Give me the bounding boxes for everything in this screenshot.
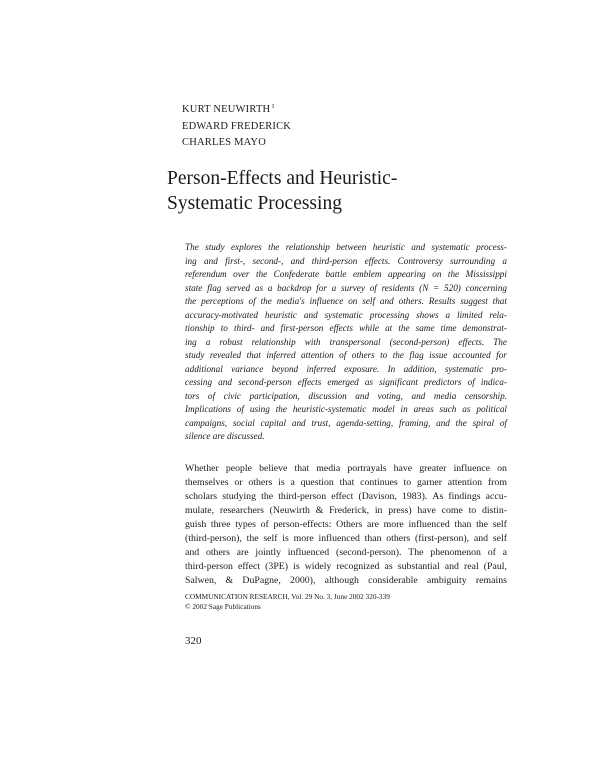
citation-line: COMMUNICATION RESEARCH, Vol. 29 No. 3, June 2002 320-339: [185, 592, 390, 601]
abstract-line: cessing and second-person effects emerged as significant predictors of indica-: [185, 377, 507, 387]
body-line: themselves or others is a question that continues to garner attention from: [185, 477, 507, 488]
copyright-line: © 2002 Sage Publications: [185, 601, 261, 611]
body-line: and others are jointly influenced (second-person). The phenomenon of a: [185, 547, 507, 558]
abstract-line: campaigns, social capital and trust, agenda-setting, framing, and the spiral of: [185, 417, 507, 428]
abstract-line: state flag served as a backdrop for a survey of residents (N = 520) concerning: [185, 282, 507, 293]
body-line: guish three types of person-effects: Others are more influenced than the self: [185, 519, 507, 530]
author-list: [182, 99, 291, 152]
author-footnote-marker: 1: [271, 103, 275, 110]
title-line: Person-Effects and Heuristic-: [167, 168, 398, 189]
abstract-line: ing a robust relationship with transpersonal (second-person) effects. The: [185, 336, 507, 347]
abstract-line: study revealed that inferred attention of others to the flag issue accounted for: [185, 350, 507, 360]
author-name: CHARLES MAYO: [182, 137, 266, 148]
abstract-line: Implications of using the heuristic-systematic model in areas such as political: [185, 404, 507, 414]
body-line: scholars studying the third-person effect (Davison, 1983). As findings accu-: [185, 491, 507, 502]
abstract-line: the perceptions of the media's influence on self and others. Results suggest that: [185, 296, 507, 306]
abstract-line: silence are discussed.: [185, 431, 265, 441]
abstract-line: referendum over the Confederate battle emblem appearing on the Mississippi: [185, 269, 507, 279]
body-line: (third-person), the self is more influenced than others (first-person), and self: [185, 533, 507, 544]
abstract-line: accuracy-motivated heuristic and systematic processing shows a limited rela-: [185, 309, 507, 320]
journal-citation: [185, 592, 390, 611]
abstract-line: additional variance beyond inferred exposure. In addition, systematic pro-: [185, 363, 507, 374]
article-title: [167, 167, 487, 216]
abstract-line: tionship to third- and first-person effects while at the same time demonstrat-: [185, 323, 507, 333]
abstract-line: ing and first-, second-, and third-person effects. Controversy surrounding a: [185, 255, 507, 266]
author-name: EDWARD FREDERICK: [182, 120, 292, 132]
abstract-line: tors of civic participation, discussion and voting, and media censorship.: [185, 390, 507, 401]
body-line: third-person effect (3PE) is widely recognized as substantial and real (Paul,: [185, 561, 507, 572]
page-number: 320: [185, 635, 202, 647]
body-line: mulate, researchers (Neuwirth & Frederick, in press) have come to distin-: [185, 505, 507, 516]
body-line: Whether people believe that media portrayals have greater influence on: [185, 463, 507, 474]
body-text: [185, 462, 507, 588]
title-line: Systematic Processing: [167, 192, 342, 214]
abstract-line: The study explores the relationship between heuristic and systematic process-: [185, 242, 507, 252]
author-name: KURT NEUWIRTH$^1$: [182, 103, 275, 115]
abstract: [185, 241, 507, 444]
body-line: Salwen, & DuPagne, 2000), although considerable ambiguity remains: [185, 575, 507, 586]
